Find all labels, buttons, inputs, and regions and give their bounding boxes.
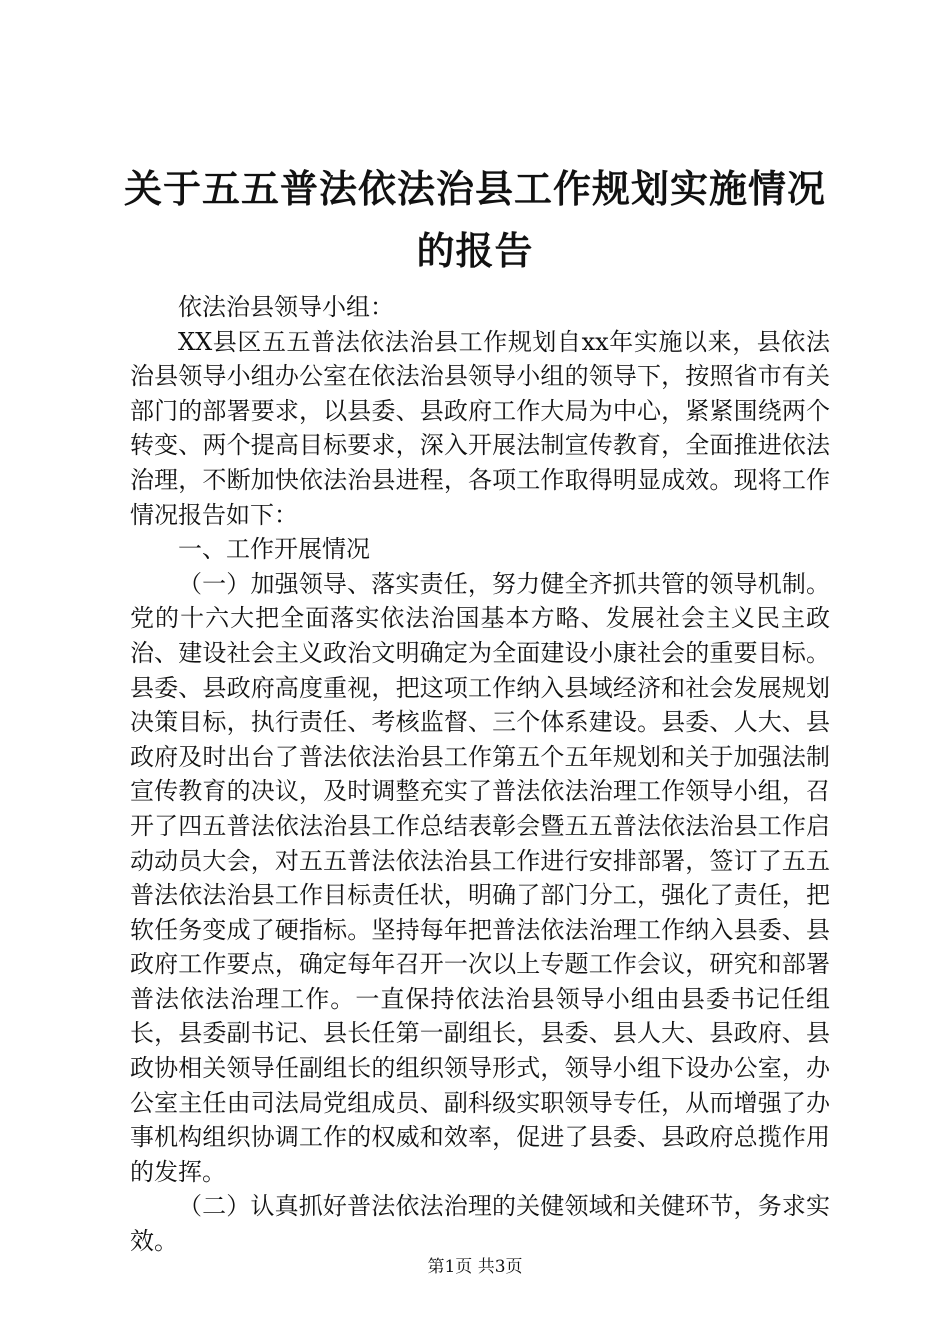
intro-paragraph: XX县区五五普法依法治县工作规划自xx年实施以来，县依法治县领导小组办公室在依法治县领导小组的领导下，按照省市有关部门的部署要求，以县委、县政府工作大局为中心，紧紧围绕两个转变、两个提高目标要求，深入开展法制宣传教育，全面推进依法治理，不断加快依法治县进程，各项工作取得明显成效。现将工作情况报告如下：: [130, 327, 830, 529]
document-title: 关于五五普法依法治县工作规划实施情况的报告: [123, 166, 826, 273]
page-number-footer: 第1页 共3页: [427, 1257, 523, 1277]
subsection-paragraph-1: （一）加强领导、落实责任，努力健全齐抓共管的领导机制。党的十六大把全面落实依法治国基本方略、发展社会主义民主政治、建设社会主义政治文明确定为全面建设小康社会的重要目标。县委、县政府高度重视，把这项工作纳入县域经济和社会发展规划决策目标，执行责任、考核监督、三个体系建设。县委、人大、县政府及时出台了普法依法治县工作第五个五年规划和关于加强法制宣传教育的决议，及时调整充实了普法依法治理工作领导小组，召开了四五普法依法治县工作总结表彰会暨五五普法依法治县工作启动动员大会，对五五普法依法治县工作进行安排部署，签订了五五普法依法治县工作目标责任状，明确了部门分工，强化了责任，把软任务变成了硬指标。坚持每年把普法依法治理工作纳入县委、县政府工作要点，确定每年召开一次以上专题工作会议，研究和部署普法依法治理工作。一直保持依法治县领导小组由县委书记任组长，县委副书记、县长任第一副组长，县委、县人大、县政府、县政协相关领导任副组长的组织领导形式，领导小组下设办公室，办公室主任由司法局党组成员、副科级实职领导专任，从而增强了办事机构组织协调工作的权威和效率，促进了县委、县政府总揽作用的发挥。: [130, 569, 830, 1186]
section-heading: 一、工作开展情况: [178, 535, 370, 564]
document-body: [130, 290, 830, 1259]
salutation-paragraph: 依法治县领导小组：: [178, 293, 394, 321]
subsection-paragraph-2: （二）认真抓好普法依法治理的关健领域和关健环节，务求实效。: [130, 1192, 830, 1256]
